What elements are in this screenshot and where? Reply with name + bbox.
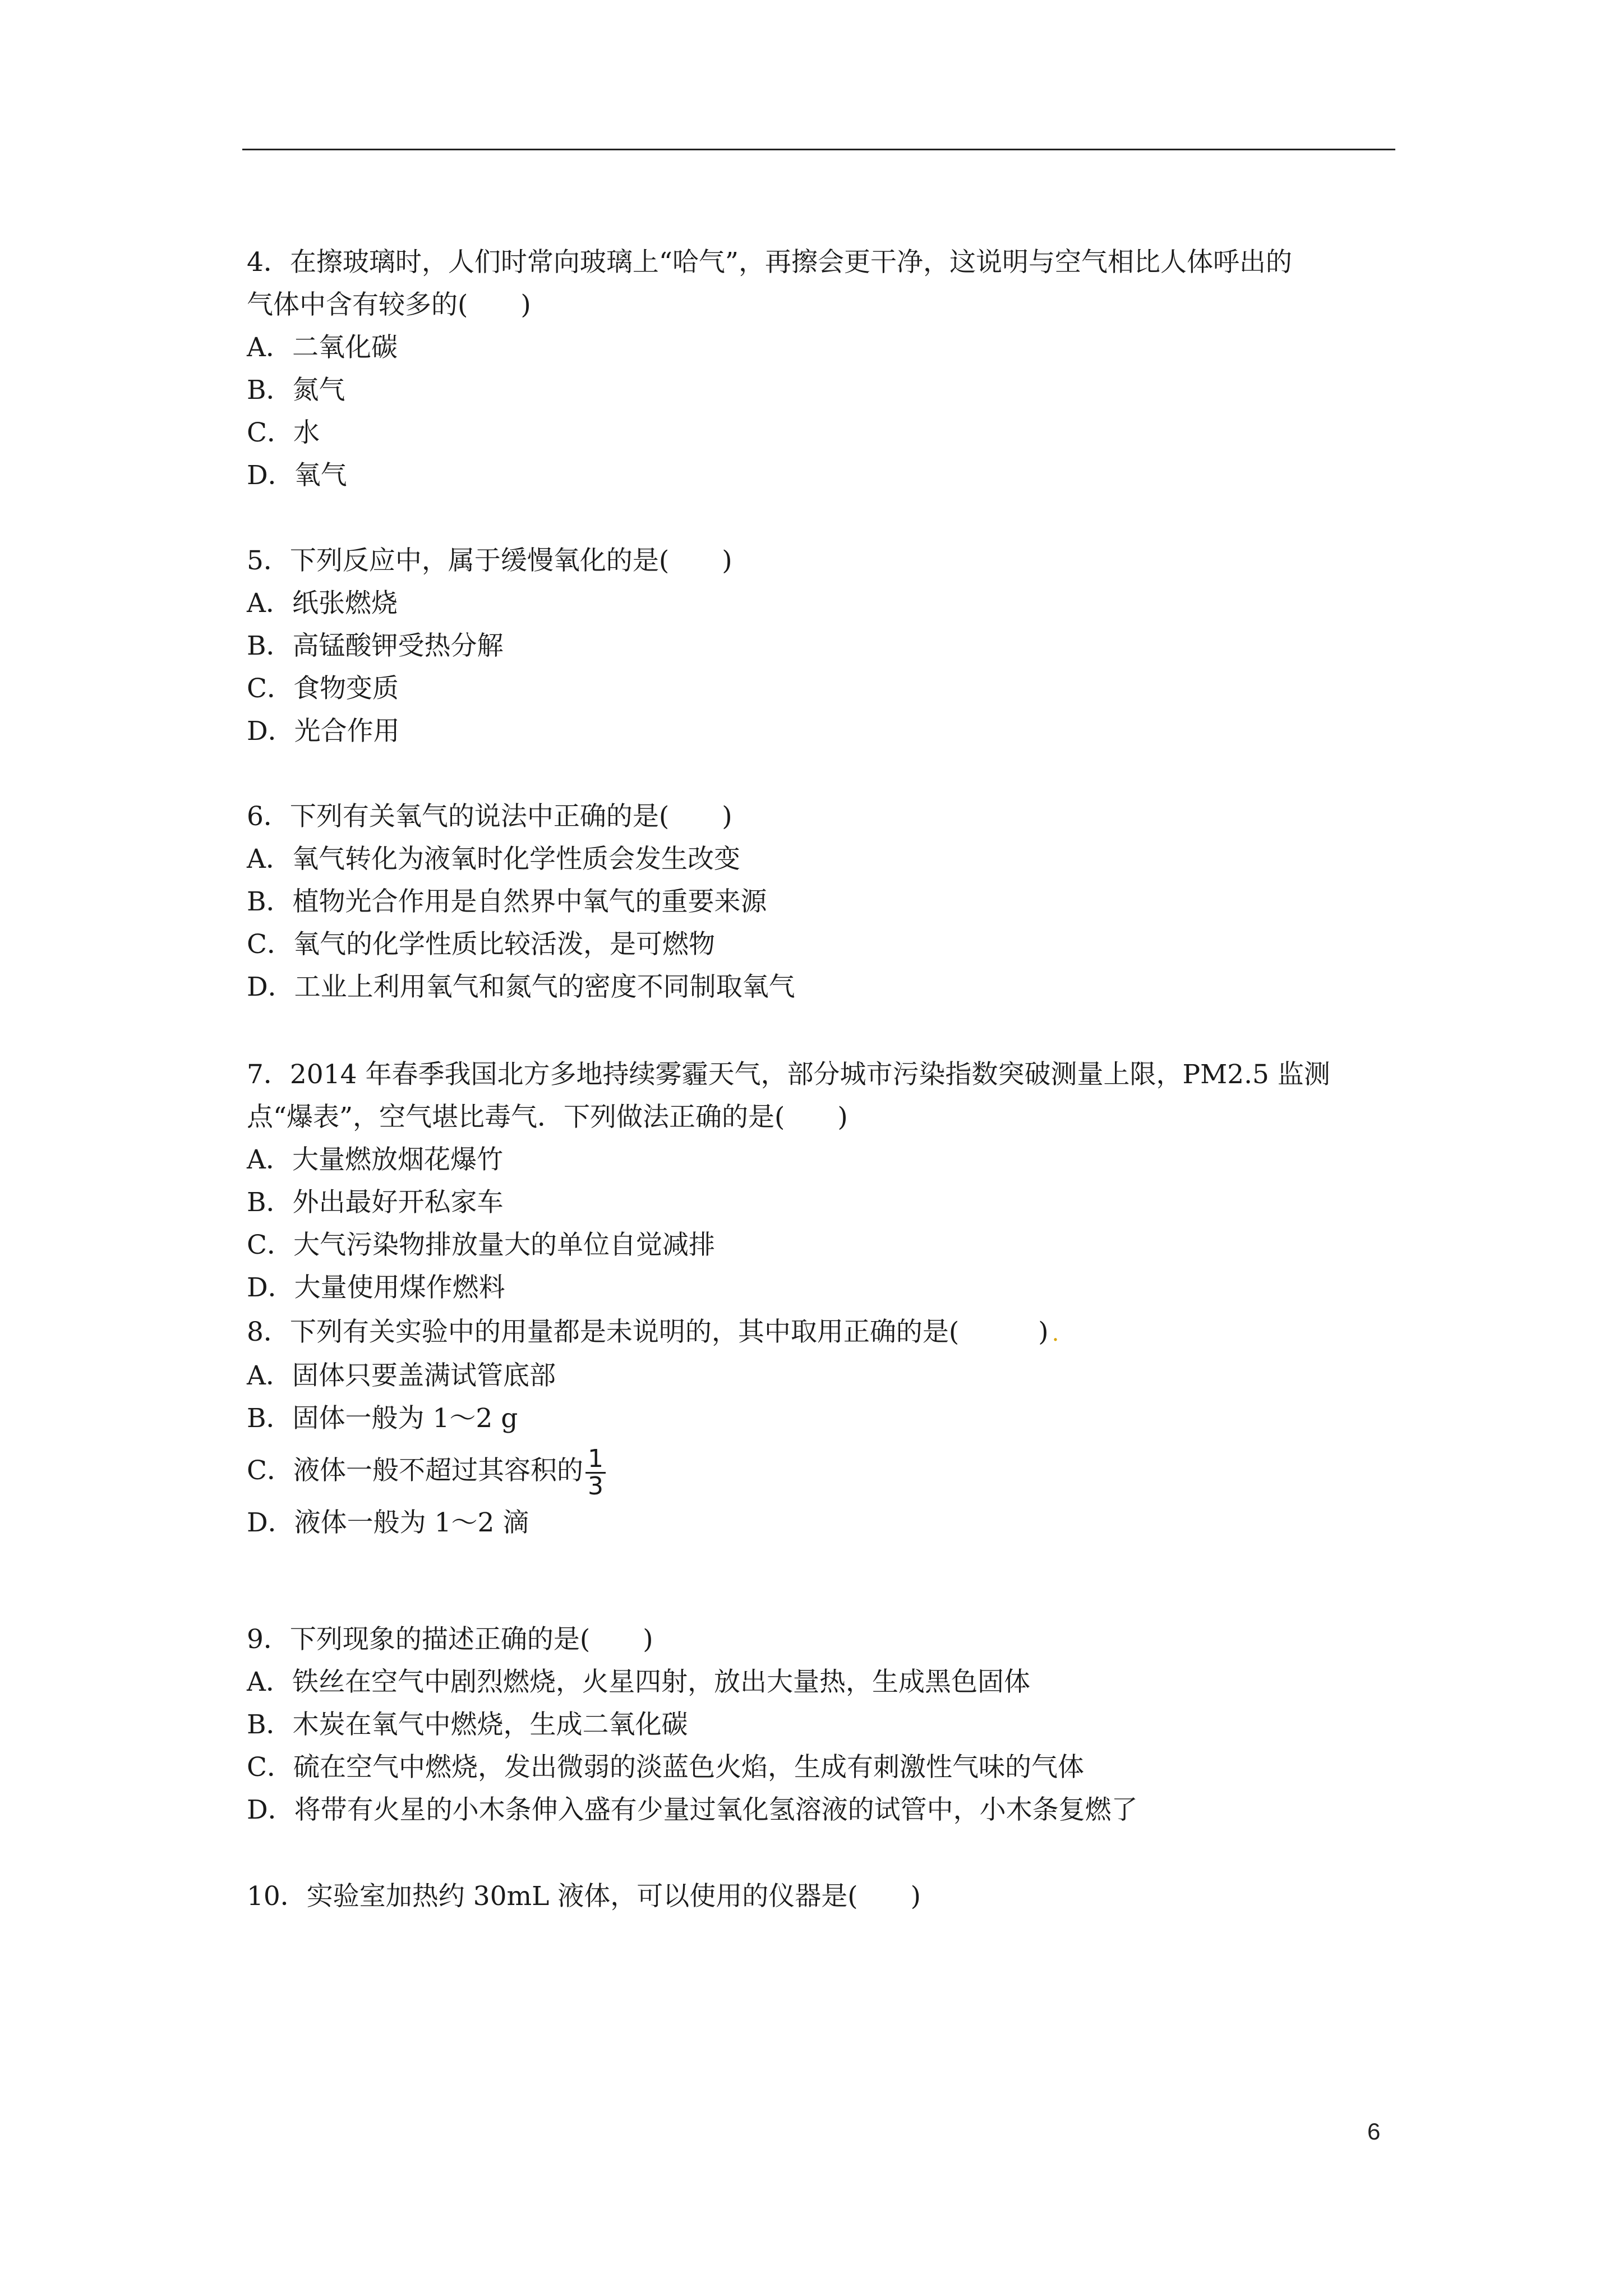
question-stem: 点“爆表”，空气堪比毒气．下列做法正确的是( ): [247, 1102, 848, 1133]
fraction-one-third: [585, 1446, 606, 1499]
option-d: D．大量使用煤作燃料: [247, 1272, 505, 1303]
question-5: [247, 540, 1402, 753]
question-stem: [247, 1311, 1402, 1355]
question-stem: 10．实验室加热约 30mL 液体，可以使用的仪器是( ): [247, 1881, 921, 1912]
question-stem: 4．在擦玻璃时，人们时常向玻璃上“哈气”，再擦会更干净，这说明与空气相比人体呼出的: [247, 247, 1292, 278]
page-number: 6: [1367, 2118, 1381, 2145]
option-a: A．大量燃放烟花爆竹: [247, 1144, 503, 1175]
question-9: [247, 1618, 1402, 1832]
option-b: B．外出最好开私家车: [247, 1187, 504, 1218]
option-b: B．植物光合作用是自然界中氧气的重要来源: [247, 886, 767, 917]
option-b: B．高锰酸钾受热分解: [247, 631, 504, 661]
option-c: C．氧气的化学性质比较活泼，是可燃物: [247, 929, 715, 960]
question-4: [247, 241, 1402, 497]
option-b: B．固体一般为 1～2 g: [247, 1403, 518, 1434]
question-7: [247, 1053, 1402, 1309]
option-c-text: C．液体一般不超过其容积的: [247, 1455, 583, 1486]
option-a: A．纸张燃烧: [247, 588, 398, 619]
option-c: [247, 1440, 1402, 1502]
question-10: [247, 1875, 1402, 1918]
option-d: D．光合作用: [247, 716, 400, 747]
option-d: D．液体一般为 1～2 滴: [247, 1507, 529, 1538]
option-a: A．固体只要盖满试管底部: [247, 1360, 556, 1391]
question-8: [247, 1311, 1402, 1544]
highlight-mark: .: [1052, 1320, 1059, 1346]
option-d: D．工业上利用氧气和氮气的密度不同制取氧气: [247, 972, 795, 1002]
option-d: D．氧气: [247, 460, 347, 491]
fraction-numerator: 1: [585, 1446, 606, 1474]
question-stem: 7．2014 年春季我国北方多地持续雾霾天气，部分城市污染指数突破测量上限，PM2.5 监测: [247, 1059, 1330, 1090]
option-b: B．氮气: [247, 375, 345, 406]
fraction-denominator: 3: [587, 1471, 603, 1501]
option-b: B．木炭在氧气中燃烧，生成二氧化碳: [247, 1709, 688, 1740]
option-c: C．水: [247, 417, 320, 448]
option-a: A．二氧化碳: [247, 332, 398, 363]
option-a: A．铁丝在空气中剧烈燃烧，火星四射，放出大量热，生成黑色固体: [247, 1667, 1030, 1697]
question-6: [247, 795, 1402, 1009]
header-rule: [242, 149, 1395, 150]
question-stem-text: 8．下列有关实验中的用量都是未说明的，其中取用正确的是( ): [247, 1317, 1049, 1347]
option-c: C．食物变质: [247, 673, 399, 704]
option-c: C．硫在空气中燃烧，发出微弱的淡蓝色火焰，生成有刺激性气味的气体: [247, 1752, 1084, 1783]
question-stem: 6．下列有关氧气的说法中正确的是( ): [247, 801, 732, 832]
option-d: D．将带有火星的小木条伸入盛有少量过氧化氢溶液的试管中，小木条复燃了: [247, 1795, 1138, 1825]
question-stem: 9．下列现象的描述正确的是( ): [247, 1624, 653, 1655]
question-stem: 5．下列反应中，属于缓慢氧化的是( ): [247, 545, 732, 576]
option-a: A．氧气转化为液氧时化学性质会发生改变: [247, 844, 740, 875]
question-stem: 气体中含有较多的( ): [247, 289, 531, 320]
option-c: C．大气污染物排放量大的单位自觉减排: [247, 1230, 715, 1260]
